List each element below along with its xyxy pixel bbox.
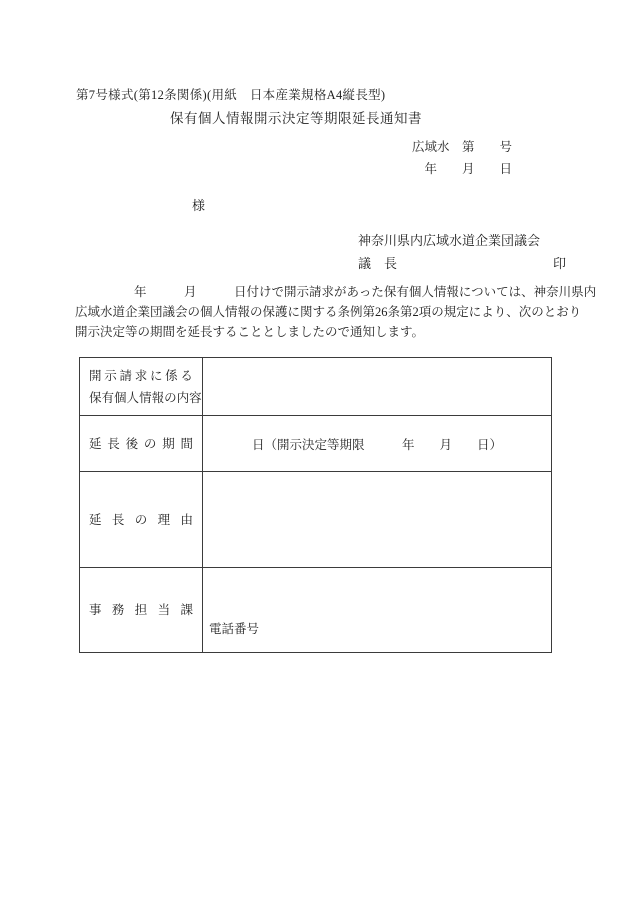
body-line-2: 広域水道企業団議会の個人情報の保護に関する条例第26条第2項の規定により、次のとおり (75, 305, 582, 319)
issuer-seal-mark: 印 (552, 256, 566, 271)
document-date-line: 年 月 日 (424, 162, 512, 176)
table-row-extended-period (80, 416, 552, 472)
body-line-1: 年 月 日付けで開示請求があった保有個人情報については、神奈川県内 (134, 285, 597, 299)
addressee-honorific: 様 (192, 198, 206, 213)
row-label-line: 事 務 担 当 課 (89, 603, 193, 617)
body-line-3: 開示決定等の期間を延長することとしましたので通知します。 (75, 325, 425, 339)
form-number: 第7号様式(第12条関係)(用紙 日本産業規格A4縦長型) (76, 88, 386, 102)
row-value-cell (203, 358, 552, 416)
row-label-line: 保 有 個 人 情 報 の 内 容 (89, 390, 202, 405)
table-row-administrative-section (80, 568, 552, 653)
row-label-line: 開 示 請 求 に 係 る (89, 368, 193, 383)
reference-block (412, 136, 512, 180)
row-label-cell (80, 358, 203, 416)
row-value-cell (203, 472, 552, 568)
info-table (79, 357, 552, 653)
reference-number-line: 広域水 第 号 (411, 140, 512, 154)
row-value-cell: 日（開示決定等期限 年 月 日） (203, 416, 552, 472)
row-label-cell (80, 568, 203, 653)
issuer-title: 議 長 (358, 256, 398, 271)
row-label-line: 延 長 後 の 期 間 (89, 436, 193, 451)
row-label-line: 延 長 の 理 由 (89, 512, 193, 527)
row-label-cell (80, 472, 203, 568)
row-label-cell (80, 416, 203, 472)
body-paragraph (75, 282, 596, 342)
table-row-extension-reason (80, 472, 552, 568)
issuer-title-line (358, 252, 566, 275)
document-title: 保有個人情報開示決定等期限延長通知書 (170, 111, 422, 126)
issuer-block (358, 229, 566, 275)
row-value-cell: 電話番号 (203, 568, 552, 653)
issuer-organization: 神奈川県内広域水道企業団議会 (358, 233, 541, 248)
table-row-disclosure-content (80, 358, 552, 416)
